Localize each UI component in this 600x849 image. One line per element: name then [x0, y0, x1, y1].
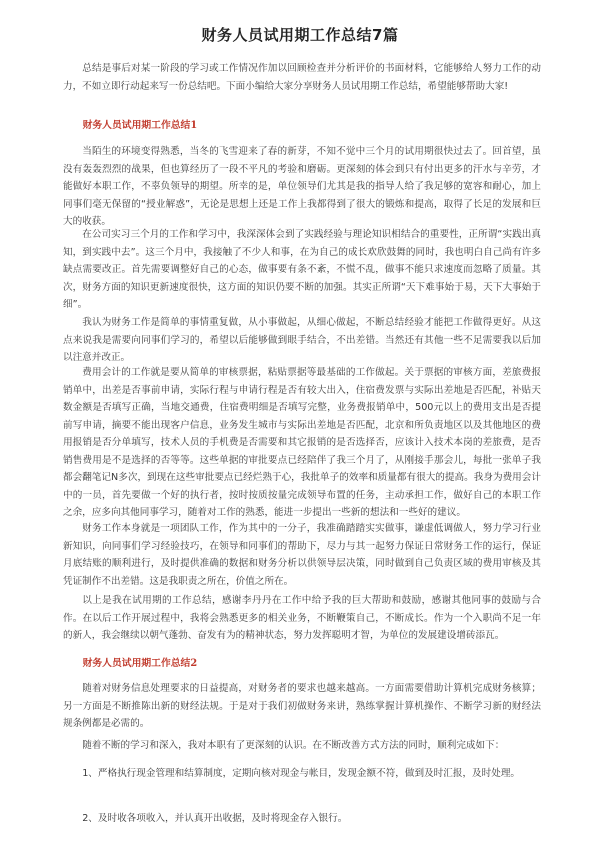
section-1-paragraph: 费用会计的工作就是要从简单的审核票据，粘贴票据等最基础的工作做起。关于票据的审核方面，差旅费报销单中，出差是否事前申请，实际行程与申请行程是否有较大出入，住宿费发票与实际出差地是否匹配，补贴天数金额是否填写正确，当地交通费，住宿费明细是否填写完整，业务费报销单中，500元以上的费用支出是否提前写申请，摘要不能出现客户信息，业务发生城市与实际出差地是否匹配，北京和所负责地区以及其他地区的费用报销是否分单填写，技术人员的手机费是否需要和其它报销的是否选择否，应该计入技术本岗的差旅费，是否销售费用是不是选择的否等等。这些单据的审批要点已经陪伴了我三个月了，从刚接手那会儿，每批一张单子我都会翻笔记N多次，到现在这些审批要点已经烂熟于心，我批单子的效率和质量都有很大的提高。我身为费用会计中的一员，首先要做一个好的执行者，按时按质按量完成领导布置的任务，主动承担工作，做好自己的本职工作之余，应多向其他同事学习，随着对工作的熟悉，能进一步提出一些新的想法和一些好的建议。 [63, 367, 541, 518]
section-1-paragraph: 财务工作本身就是一项团队工作，作为其中的一分子，我准确踏踏实实做事，谦虚低调做人，努力学习行业新知识，向同事们学习经验技巧，在领导和同事们的帮助下，尽力与其一起努力保证日常财务工作的运行，保证月底结账的顺利进行，及时提供准确的数据和财务分析以供领导层决策，同时做到自己负责区域的费用审核及其凭证制作不出差错。这是我职责之所在，价值之所在。 [63, 523, 541, 587]
page-title: 财务人员试用期工作总结7篇 [201, 26, 399, 44]
section-1-paragraph: 当陌生的环境变得熟悉，当冬的飞雪迎来了春的新芽，不知不觉中三个月的试用期很快过去了。回首望，虽没有轰轰烈烈的战果，但也算经历了一段不平凡的考验和磨砺。更深刻的体会到只有付出更多的汗水与辛劳，才能做好本职工作，不辜负领导的期望。所幸的是，单位领导们尤其是我的指导人给了我足够的宽容和耐心，加上同事们毫无保留的“授业解惑”，无论是思想上还是工作上我都得到了很大的锻炼和提高，取得了长足的发展和巨大的收获。 [63, 146, 541, 227]
section-1-paragraph: 在公司实习三个月的工作和学习中，我深深体会到了实践经验与理论知识相结合的重要性，正所谓“实践出真知，到实践中去”。这三个月中，我接触了不少人和事，在为自己的成长欢欣鼓舞的同时，我也明白自己尚有许多缺点需要改正。首先需要调整好自己的心态，做事要有条不紊，不慌不乱，做事不能只求速度而忽略了质量。其次，财务方面的知识更新速度很快，这方面的知识仍要不断的加强。其实正所谓“天下难事始于易，天下大事始于细”。 [63, 229, 541, 310]
section-2-heading: 财务人员试用期工作总结2 [82, 658, 198, 669]
section-1-paragraph: 我认为财务工作是简单的事情重复做，从小事做起，从细心做起，不断总结经验才能把工作做得更好。从这点来说我是需要向同事们学习的，希望以后能够做到眼手结合，不出差错。当然还有其他一些不足需要我以后加以注意并改正。 [63, 317, 541, 363]
section-2-paragraph: 随着对财务信息处理要求的日益提高，对财务者的要求也越来越高。一方面需要借助计算机完成财务核算；另一方面是不断推陈出新的财经法规。于是对于我们初做财务来讲，熟练掌握计算机操作、不断学习新的财经法规条例都是必需的。 [63, 683, 541, 729]
section-2-paragraph: 随着不断的学习和深入，我对本职有了更深刻的认识。在不断改善方式方法的同时，顺利完成如下： [82, 740, 505, 751]
section-2-list-item: 1、严格执行现金管理和结算制度，定期向核对现金与帐目，发现金额不符，做到及时汇报，及时处理。 [82, 768, 521, 779]
section-1-heading: 财务人员试用期工作总结1 [82, 120, 198, 131]
intro-paragraph: 总结是事后对某一阶段的学习或工作情况作加以回顾检查并分析评价的书面材料，它能够给人努力工作的动力，不如立即行动起来写一份总结吧。下面小编给大家分享财务人员试用期工作总结，希望能够帮助大家! [63, 63, 541, 92]
section-2-list-item: 2、及时收各项收入，并认真开出收据，及时将现金存入银行。 [82, 813, 348, 824]
section-1-paragraph: 以上是我在试用期的工作总结，感谢李丹丹在工作中给予我的巨大帮助和鼓励，感谢其他同事的鼓励与合作。在以后工作开展过程中，我将会熟悉更多的相关业务，不断鞭策自己，不断成长。作为一个入职尚不足一年的新人，我会继续以朝气蓬勃、奋发有为的精神状态，努力发挥聪明才智，为单位的发展建设增砖添瓦。 [63, 595, 541, 641]
